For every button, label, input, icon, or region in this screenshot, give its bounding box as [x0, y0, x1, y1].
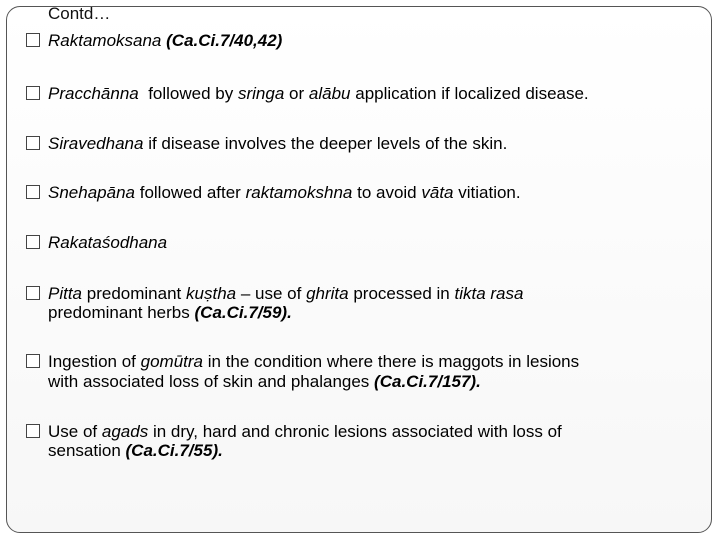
- checkbox-bullet-icon: [26, 33, 40, 47]
- term: raktamokshna: [245, 183, 353, 202]
- bullet-6: [26, 284, 523, 303]
- text: processed in: [353, 284, 450, 303]
- checkbox-bullet-icon: [26, 354, 40, 368]
- text: to avoid: [357, 183, 417, 202]
- reference: (Ca.Ci.7/59).: [194, 303, 292, 322]
- term: tikta rasa: [454, 284, 524, 303]
- bullet-2: [26, 84, 589, 103]
- reference: (Ca.Ci.7/40,42): [166, 31, 283, 50]
- term: kuṣtha: [186, 284, 237, 303]
- text: if disease involves the deeper levels of the skin.: [148, 134, 508, 153]
- text: vitiation.: [458, 183, 521, 202]
- checkbox-bullet-icon: [26, 286, 40, 300]
- bullet-7: [26, 352, 579, 371]
- bullet-6-cont: [48, 303, 292, 322]
- bullet-3: [26, 134, 507, 153]
- text: Ingestion of: [48, 352, 136, 371]
- reference: (Ca.Ci.7/157).: [374, 372, 481, 391]
- term: Pracchānna: [48, 84, 139, 103]
- term: vāta: [421, 183, 454, 202]
- checkbox-bullet-icon: [26, 86, 40, 100]
- text: in dry, hard and chronic lesions associated with loss of: [152, 422, 562, 441]
- term: ghrita: [306, 284, 349, 303]
- term: sringa: [237, 84, 285, 103]
- checkbox-bullet-icon: [26, 235, 40, 249]
- term: Siravedhana: [48, 134, 144, 153]
- text: predominant herbs: [48, 303, 190, 322]
- slide-title: Contd…: [48, 4, 111, 23]
- text: with associated loss of skin and phalanges: [48, 372, 370, 391]
- bullet-7-cont: [48, 372, 481, 391]
- term: Snehapāna: [48, 183, 135, 202]
- text: sensation: [48, 441, 121, 460]
- bullet-8-cont: [48, 441, 223, 460]
- term: gomūtra: [140, 352, 204, 371]
- text: followed after: [139, 183, 241, 202]
- text: in the condition where there is maggots in lesions: [207, 352, 580, 371]
- term: Raktamoksana: [48, 31, 162, 50]
- bullet-8: [26, 422, 562, 441]
- term: Rakataśodhana: [48, 233, 168, 252]
- text: Use of: [48, 422, 98, 441]
- term: alābu: [308, 84, 351, 103]
- bullet-5: [26, 233, 167, 252]
- checkbox-bullet-icon: [26, 136, 40, 150]
- bullet-4: [26, 183, 521, 202]
- term: agads: [101, 422, 149, 441]
- checkbox-bullet-icon: [26, 424, 40, 438]
- text: application if localized disease.: [355, 84, 589, 103]
- text: – use of: [240, 284, 302, 303]
- bullet-1: [26, 31, 282, 50]
- term: Pitta: [48, 284, 83, 303]
- reference: (Ca.Ci.7/55).: [125, 441, 223, 460]
- text: predominant: [86, 284, 182, 303]
- text: or: [289, 84, 305, 103]
- checkbox-bullet-icon: [26, 185, 40, 199]
- text: followed by: [148, 84, 234, 103]
